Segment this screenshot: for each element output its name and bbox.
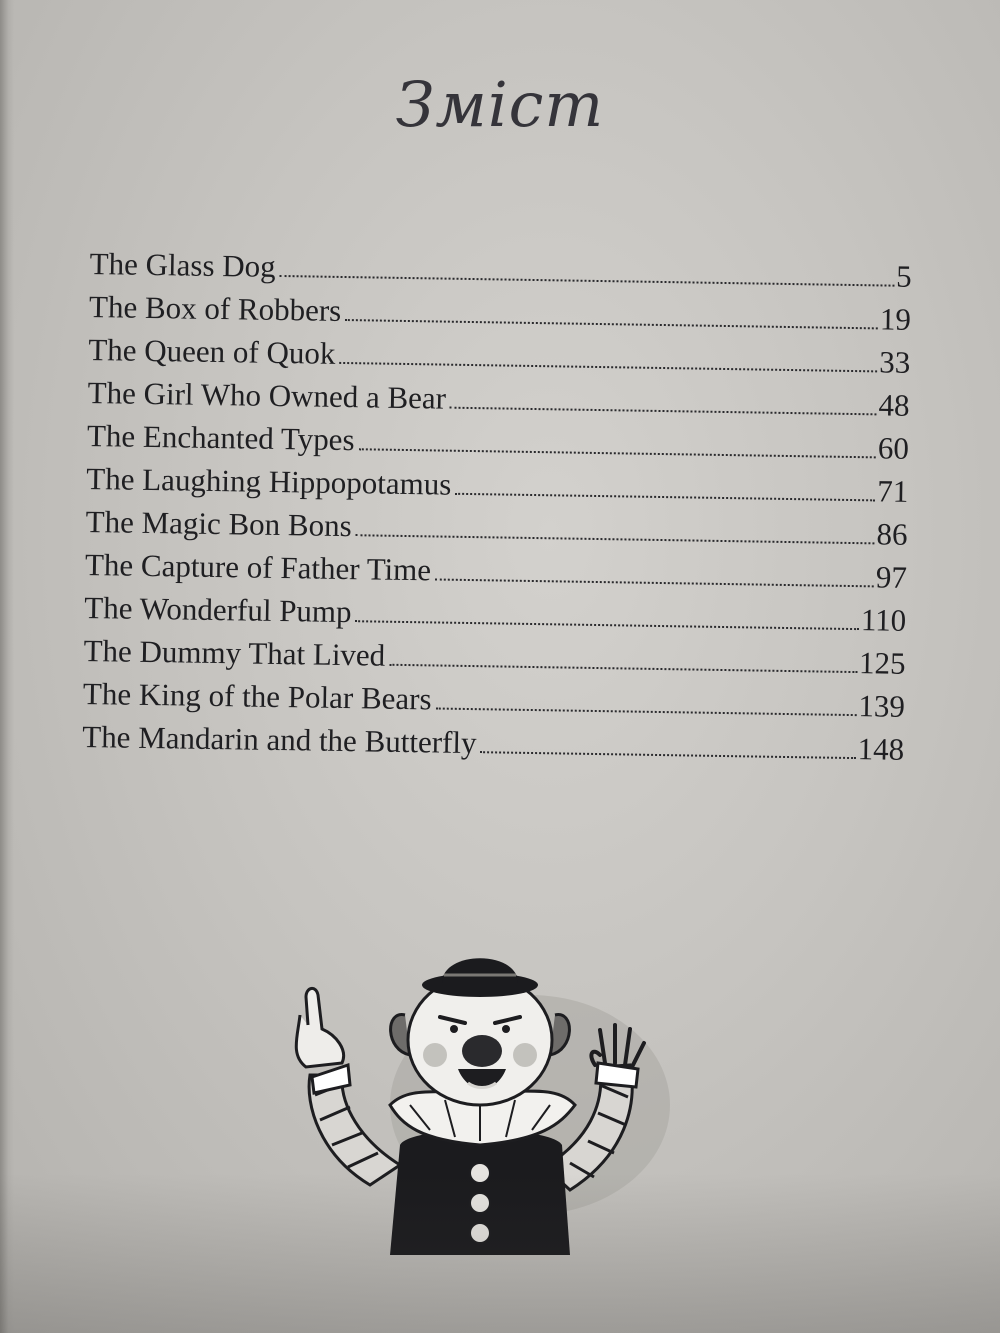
toc-entry-title: The Enchanted Types [86,417,355,458]
toc-entry-page: 33 [879,344,911,380]
toc-entry-page: 60 [877,430,910,466]
table-of-contents [82,246,912,775]
toc-leader-dots [435,706,856,716]
toc-entry-page: 125 [858,645,906,681]
toc-entry-page: 86 [876,516,908,552]
toc-leader-dots [435,577,874,587]
toc-leader-dots [339,361,877,372]
toc-leader-dots [355,619,858,630]
toc-leader-dots [455,492,875,502]
toc-entry-page: 19 [879,301,912,337]
toc-entry-page: 48 [878,387,910,423]
toc-leader-dots [356,533,875,544]
toc-leader-dots [280,274,894,287]
toc-entry-title: The Laughing Hippopotamus [86,460,452,502]
toc-leader-dots [480,750,855,759]
toc-leader-dots [389,663,857,673]
toc-entry-page: 139 [858,688,906,724]
toc-leader-dots [345,318,878,329]
page-title: Зміст [395,68,605,141]
toc-entry-title: The Girl Who Owned a Bear [87,374,447,416]
toc-leader-dots [450,406,877,416]
toc-entry-title: The Mandarin and the Butterfly [82,718,477,761]
toc-leader-dots [358,447,875,458]
toc-entry-title: The Dummy That Lived [83,632,386,673]
page-edge-shadow [0,0,14,1333]
toc-entry-page: 5 [895,258,912,294]
toc-entry-title: The King of the Polar Bears [82,675,432,717]
toc-entry-title: The Glass Dog [89,246,276,284]
toc-entry-title: The Magic Bon Bons [85,503,352,544]
toc-entry-page: 97 [875,559,908,595]
toc-entry-page: 110 [860,602,907,638]
page-bottom-shadow [0,1173,1000,1333]
toc-entry-title: The Box of Robbers [88,288,342,328]
toc-entry-page: 71 [876,473,909,509]
toc-entry-page: 148 [857,731,905,767]
toc-entry-title: The Wonderful Pump [84,589,352,630]
toc-entry-title: The Queen of Quok [88,331,336,371]
toc-entry-title: The Capture of Father Time [84,546,432,588]
